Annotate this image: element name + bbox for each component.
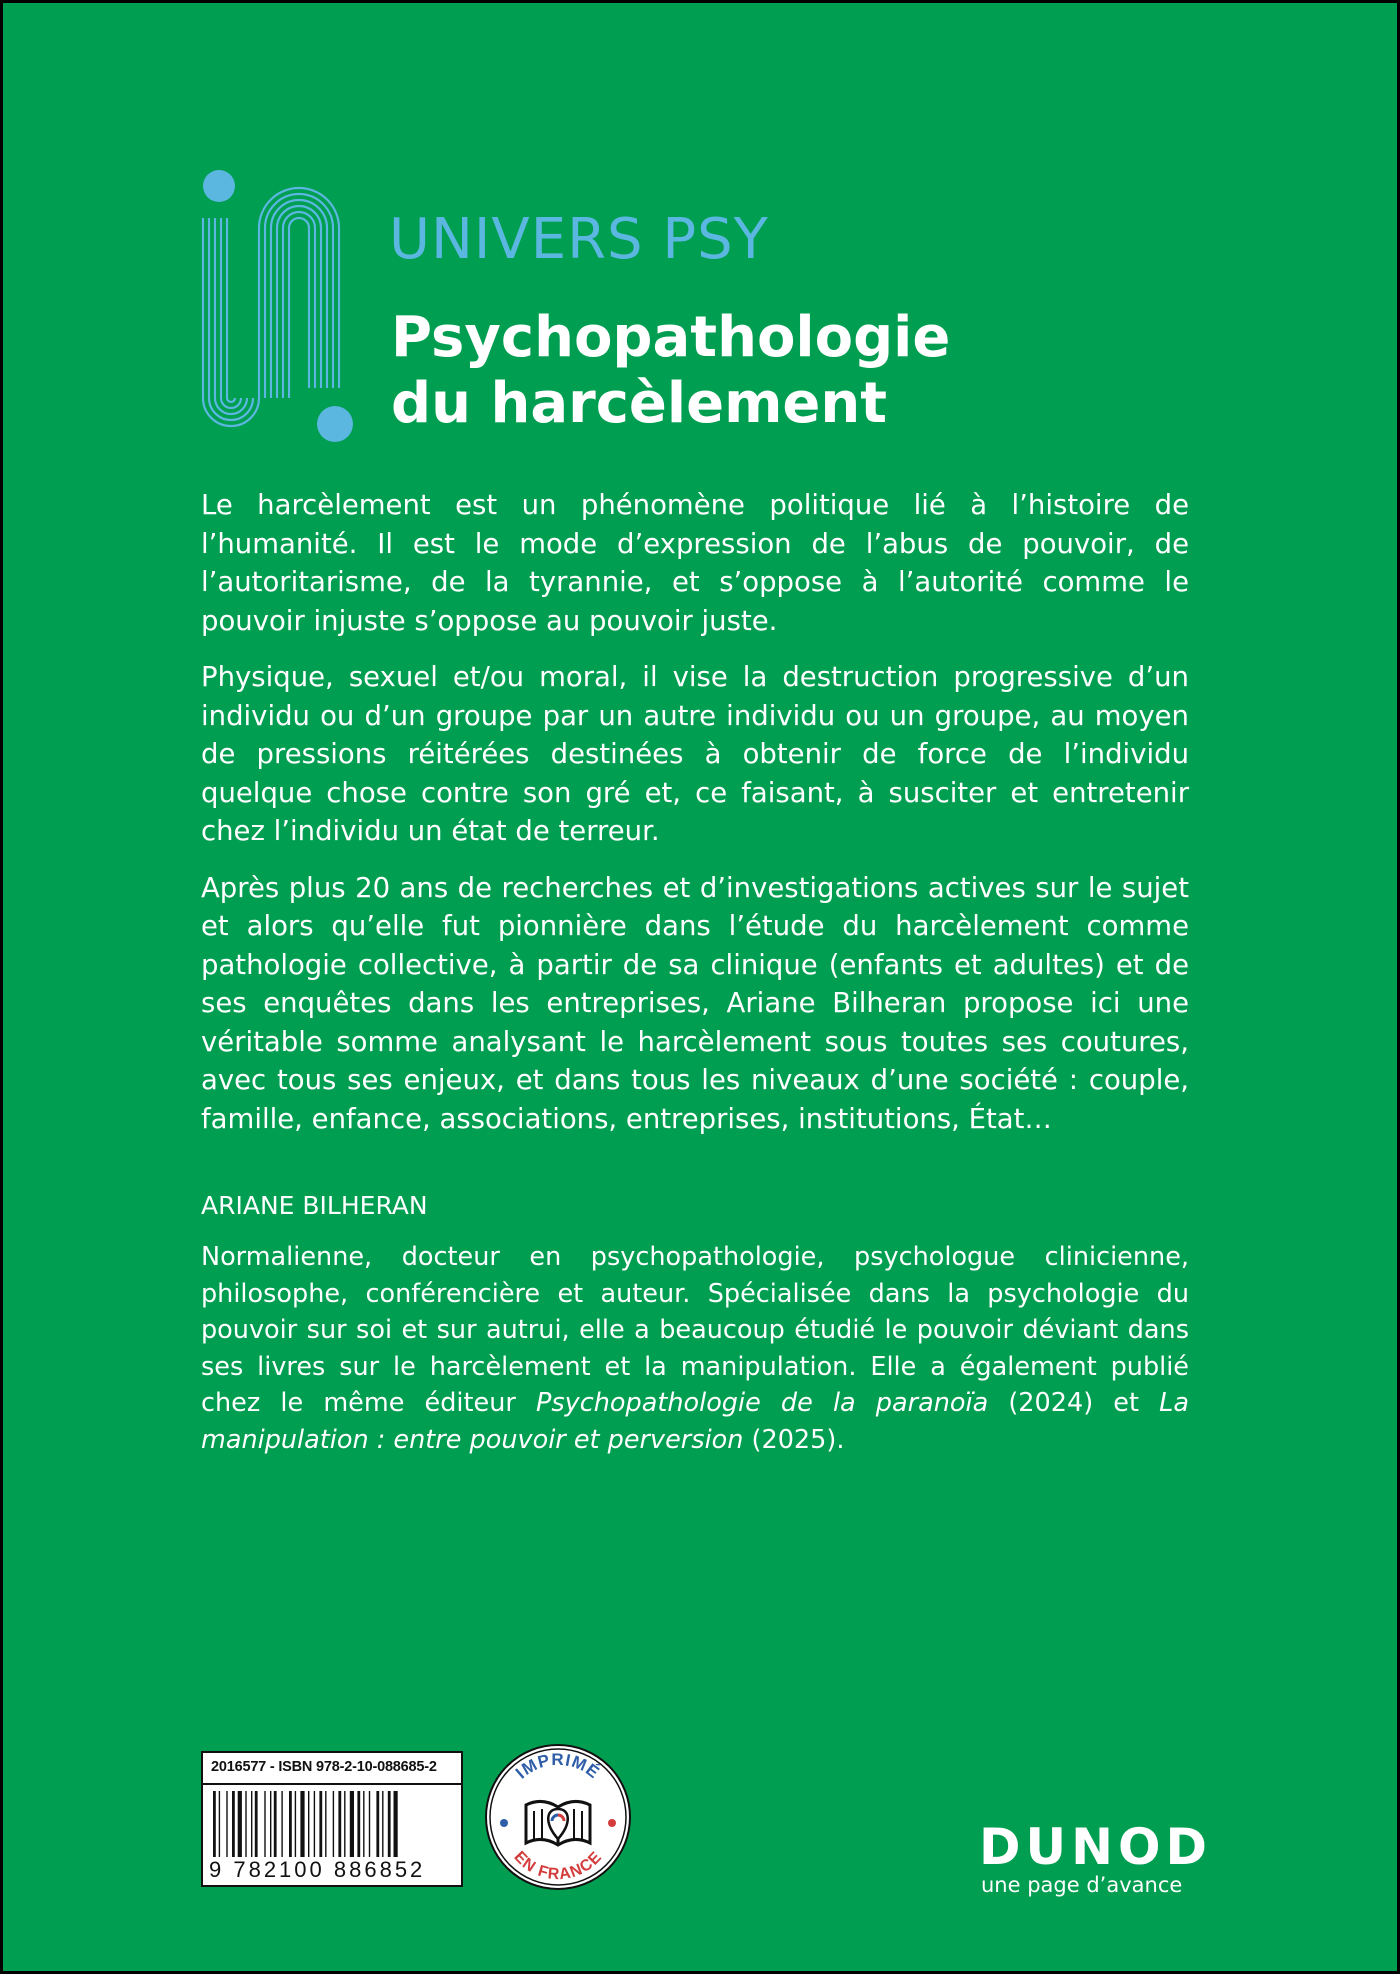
summary-paragraph-2: Physique, sexuel et/ou moral, il vise la destruction progressive d’un individu ou d’un groupe par un autre individu ou un groupe, au moyen de pressions réitérées destinées à obtenir de force de l’individu quelque chose contre son gré et, ce faisant, à susciter et entretenir chez l’individu un état de terreur. bbox=[201, 661, 1189, 847]
book-title-line-2: du harcèlement bbox=[391, 371, 888, 436]
book-summary bbox=[201, 486, 1189, 1156]
collection-name: UNIVERS PSY bbox=[389, 207, 769, 272]
book-title bbox=[391, 305, 950, 437]
badge-bottom-text: EN FRANCE bbox=[510, 1848, 606, 1884]
barcode-digits: 9 782100 886852 bbox=[209, 1857, 426, 1882]
author-bio bbox=[201, 1239, 1189, 1458]
univers-psy-logo-icon bbox=[199, 168, 359, 448]
publisher-name: DUNOD bbox=[979, 1818, 1212, 1876]
bio-book-1-year: (2024) et bbox=[988, 1388, 1160, 1418]
book-back-cover bbox=[3, 3, 1397, 1971]
summary-paragraph-3: Après plus 20 ans de recherches et d’investigations actives sur le sujet et alors qu’elle fut pionnière dans l’étude du harcèlement comme pathologie collective, à partir de sa clinique (enfants et adultes) et de ses enquêtes dans les entreprises, Ariane Bilheran propose ici une véritable somme analysant le harcèlement sous toutes ses coutures, avec tous ses enjeux, et dans tous les niveaux d’une société : couple, famille, enfance, associations, entreprises, institutions, État… bbox=[201, 871, 1189, 1135]
isbn-divider bbox=[203, 1783, 461, 1785]
publisher-logo bbox=[979, 1818, 1212, 1897]
isbn-text: 2016577 - ISBN 978-2-10-088685-2 bbox=[211, 1759, 437, 1775]
bio-book-2-year: (2025). bbox=[743, 1424, 845, 1455]
author-name: ARIANE BILHERAN bbox=[201, 1191, 428, 1220]
bio-text: Normalienne, docteur en psychopathologie, psychologue clinicienne, philosophe, conférencière et auteur. Spécialisée dans la psychologie du pouvoir sur soi et sur autrui, elle a beaucoup étudié le pouvoir déviant dans ses livres sur le harcèlement et la manipulation. Elle a également publié chez le même éditeur bbox=[201, 1242, 1189, 1418]
isbn-barcode bbox=[201, 1751, 463, 1887]
summary-paragraph-1: Le harcèlement est un phénomène politique lié à l’histoire de l’humanité. Il est le mode d’expression de l’abus de pouvoir, de l’autoritarisme, de la tyrannie, et s’oppose à l’autorité comme le pouvoir injuste s’oppose au pouvoir juste. bbox=[201, 489, 1189, 637]
bio-book-1: Psychopathologie de la paranoïa bbox=[536, 1388, 989, 1418]
imprime-en-france-badge bbox=[484, 1743, 632, 1891]
badge-top-text: IMPRIMÉ bbox=[512, 1750, 604, 1783]
book-title-line-1: Psychopathologie bbox=[391, 305, 951, 370]
bio-book-2: La manipulation : entre pouvoir et perversion bbox=[201, 1388, 1189, 1455]
publisher-tagline: une page d’avance bbox=[981, 1873, 1183, 1897]
barcode-bars-icon bbox=[211, 1791, 457, 1857]
